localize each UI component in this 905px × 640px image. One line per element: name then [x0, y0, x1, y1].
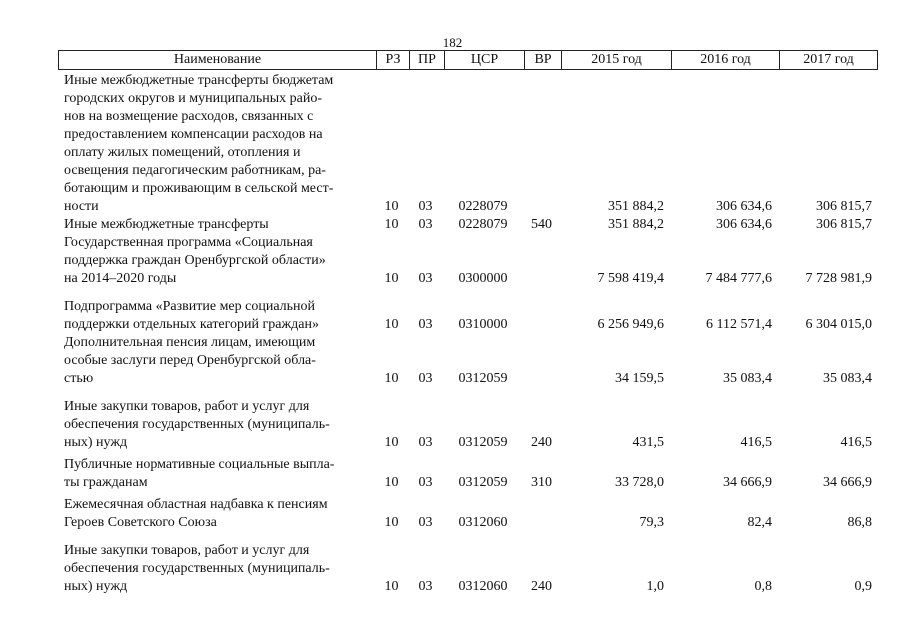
cell-csr: 0310000: [458, 317, 508, 332]
header-vr: ВР: [524, 51, 561, 69]
row-name-line: Подпрограмма «Развитие мер социальной: [64, 299, 316, 314]
cell-y2016: 6 112 571,4: [706, 317, 772, 332]
cell-csr: 0312059: [458, 475, 508, 490]
row-name-line: нов на возмещение расходов, связанных с: [64, 109, 314, 124]
table-row: [58, 496, 876, 532]
cell-csr: 0228079: [458, 199, 508, 214]
row-name-line: Иные межбюджетные трансферты бюджетам: [64, 73, 334, 88]
header-name: Наименование: [173, 52, 262, 67]
cell-y2016: 0,8: [754, 579, 772, 594]
cell-rz: 10: [384, 435, 399, 450]
cell-rz: 10: [384, 475, 399, 490]
header-2017: 2017 год: [779, 51, 877, 69]
row-name-line: ты гражданам: [64, 475, 148, 490]
cell-csr: 0300000: [458, 271, 508, 286]
cell-rz: 10: [384, 199, 399, 214]
cell-rz: 10: [384, 317, 399, 332]
cell-vr: 240: [531, 579, 552, 594]
cell-y2017: 34 666,9: [823, 475, 872, 490]
cell-y2017: 86,8: [847, 515, 872, 530]
cell-rz: 10: [384, 579, 399, 594]
row-name-line: на 2014–2020 годы: [64, 271, 177, 286]
row-name-line: Героев Советского Союза: [64, 515, 217, 530]
cell-pr: 03: [418, 515, 433, 530]
header-pr: ПР: [409, 51, 444, 69]
row-name-line: городских округов и муниципальных райо-: [64, 91, 323, 106]
cell-y2017: 306 815,7: [816, 199, 872, 214]
row-name-line: оплату жилых помещений, отопления и: [64, 145, 301, 160]
cell-rz: 10: [384, 515, 399, 530]
cell-rz: 10: [384, 271, 399, 286]
cell-y2016: 35 083,4: [723, 371, 772, 386]
cell-pr: 03: [418, 475, 433, 490]
cell-vr: 310: [531, 475, 552, 490]
row-name-line: обеспечения государственных (муниципаль-: [64, 561, 330, 576]
header-2015: 2015 год: [561, 51, 671, 69]
cell-y2017: 35 083,4: [823, 371, 872, 386]
cell-pr: 03: [418, 199, 433, 214]
table-row: [58, 234, 876, 288]
cell-csr: 0312059: [458, 371, 508, 386]
table-row: [58, 542, 876, 596]
table-row: [58, 398, 876, 452]
row-name-line: поддержка граждан Оренбургской области»: [64, 253, 326, 268]
row-name: [58, 398, 375, 452]
row-name-line: стью: [64, 371, 94, 386]
cell-y2016: 306 634,6: [716, 217, 772, 232]
table-row: [58, 334, 876, 388]
cell-y2015: 7 598 419,4: [597, 271, 664, 286]
cell-pr: 03: [418, 371, 433, 386]
row-spacer: [58, 288, 876, 298]
cell-y2016: 7 484 777,6: [705, 271, 772, 286]
cell-y2016: 306 634,6: [716, 199, 772, 214]
cell-y2017: 7 728 981,9: [805, 271, 872, 286]
table-row: [58, 216, 876, 234]
row-name-line: особые заслуги перед Оренбургской обла-: [64, 353, 316, 368]
row-name-line: Публичные нормативные социальные выпла-: [64, 457, 335, 472]
cell-y2015: 351 884,2: [608, 217, 664, 232]
cell-y2016: 82,4: [747, 515, 772, 530]
row-name: [58, 456, 375, 492]
row-spacer: [58, 388, 876, 398]
cell-csr: 0312060: [458, 515, 508, 530]
page-number: 182: [442, 35, 463, 50]
cell-y2017: 6 304 015,0: [805, 317, 872, 332]
cell-y2015: 33 728,0: [615, 475, 664, 490]
row-name-line: Иные закупки товаров, работ и услуг для: [64, 399, 310, 414]
cell-y2015: 351 884,2: [608, 199, 664, 214]
row-name-line: предоставлением компенсации расходов на: [64, 127, 323, 142]
row-spacer: [58, 532, 876, 542]
row-name-line: Ежемесячная областная надбавка к пенсиям: [64, 497, 328, 512]
cell-y2015: 34 159,5: [615, 371, 664, 386]
row-name: [58, 334, 375, 388]
row-name-line: ных) нужд: [64, 435, 128, 450]
header-rz: РЗ: [376, 51, 409, 69]
table-row: [58, 456, 876, 492]
cell-y2017: 416,5: [840, 435, 872, 450]
cell-y2016: 34 666,9: [723, 475, 772, 490]
row-name-line: Дополнительная пенсия лицам, имеющим: [64, 335, 316, 350]
header-2016: 2016 год: [671, 51, 779, 69]
row-name-line: поддержки отдельных категорий граждан»: [64, 317, 319, 332]
row-name: [58, 234, 375, 288]
cell-y2017: 0,9: [854, 579, 872, 594]
cell-csr: 0312060: [458, 579, 508, 594]
row-name-line: Иные закупки товаров, работ и услуг для: [64, 543, 310, 558]
cell-pr: 03: [418, 317, 433, 332]
row-name-line: ных) нужд: [64, 579, 128, 594]
cell-y2015: 431,5: [632, 435, 664, 450]
cell-y2017: 306 815,7: [816, 217, 872, 232]
row-name: [58, 542, 375, 596]
row-name-line: ности: [64, 199, 99, 214]
cell-vr: 540: [531, 217, 552, 232]
cell-csr: 0228079: [458, 217, 508, 232]
table-row: [58, 72, 876, 216]
table-body: [58, 72, 876, 596]
cell-y2015: 79,3: [639, 515, 664, 530]
row-name-line: Иные межбюджетные трансферты: [64, 217, 269, 232]
row-name-line: ботающим и проживающим в сельской мест-: [64, 181, 334, 196]
cell-rz: 10: [384, 371, 399, 386]
row-name-line: Государственная программа «Социальная: [64, 235, 313, 250]
row-name: [58, 298, 375, 334]
row-name: [58, 496, 375, 532]
header-csr: ЦСР: [444, 51, 524, 69]
row-name: [58, 72, 375, 216]
cell-y2015: 6 256 949,6: [597, 317, 664, 332]
cell-rz: 10: [384, 217, 399, 232]
cell-y2016: 416,5: [740, 435, 772, 450]
cell-pr: 03: [418, 217, 433, 232]
table-row: [58, 298, 876, 334]
table-header: [58, 50, 878, 70]
row-name: [58, 216, 375, 234]
cell-pr: 03: [418, 579, 433, 594]
cell-csr: 0312059: [458, 435, 508, 450]
cell-pr: 03: [418, 271, 433, 286]
cell-y2015: 1,0: [646, 579, 664, 594]
cell-pr: 03: [418, 435, 433, 450]
row-name-line: освещения педагогическим работникам, ра-: [64, 163, 326, 178]
row-name-line: обеспечения государственных (муниципаль-: [64, 417, 330, 432]
cell-vr: 240: [531, 435, 552, 450]
